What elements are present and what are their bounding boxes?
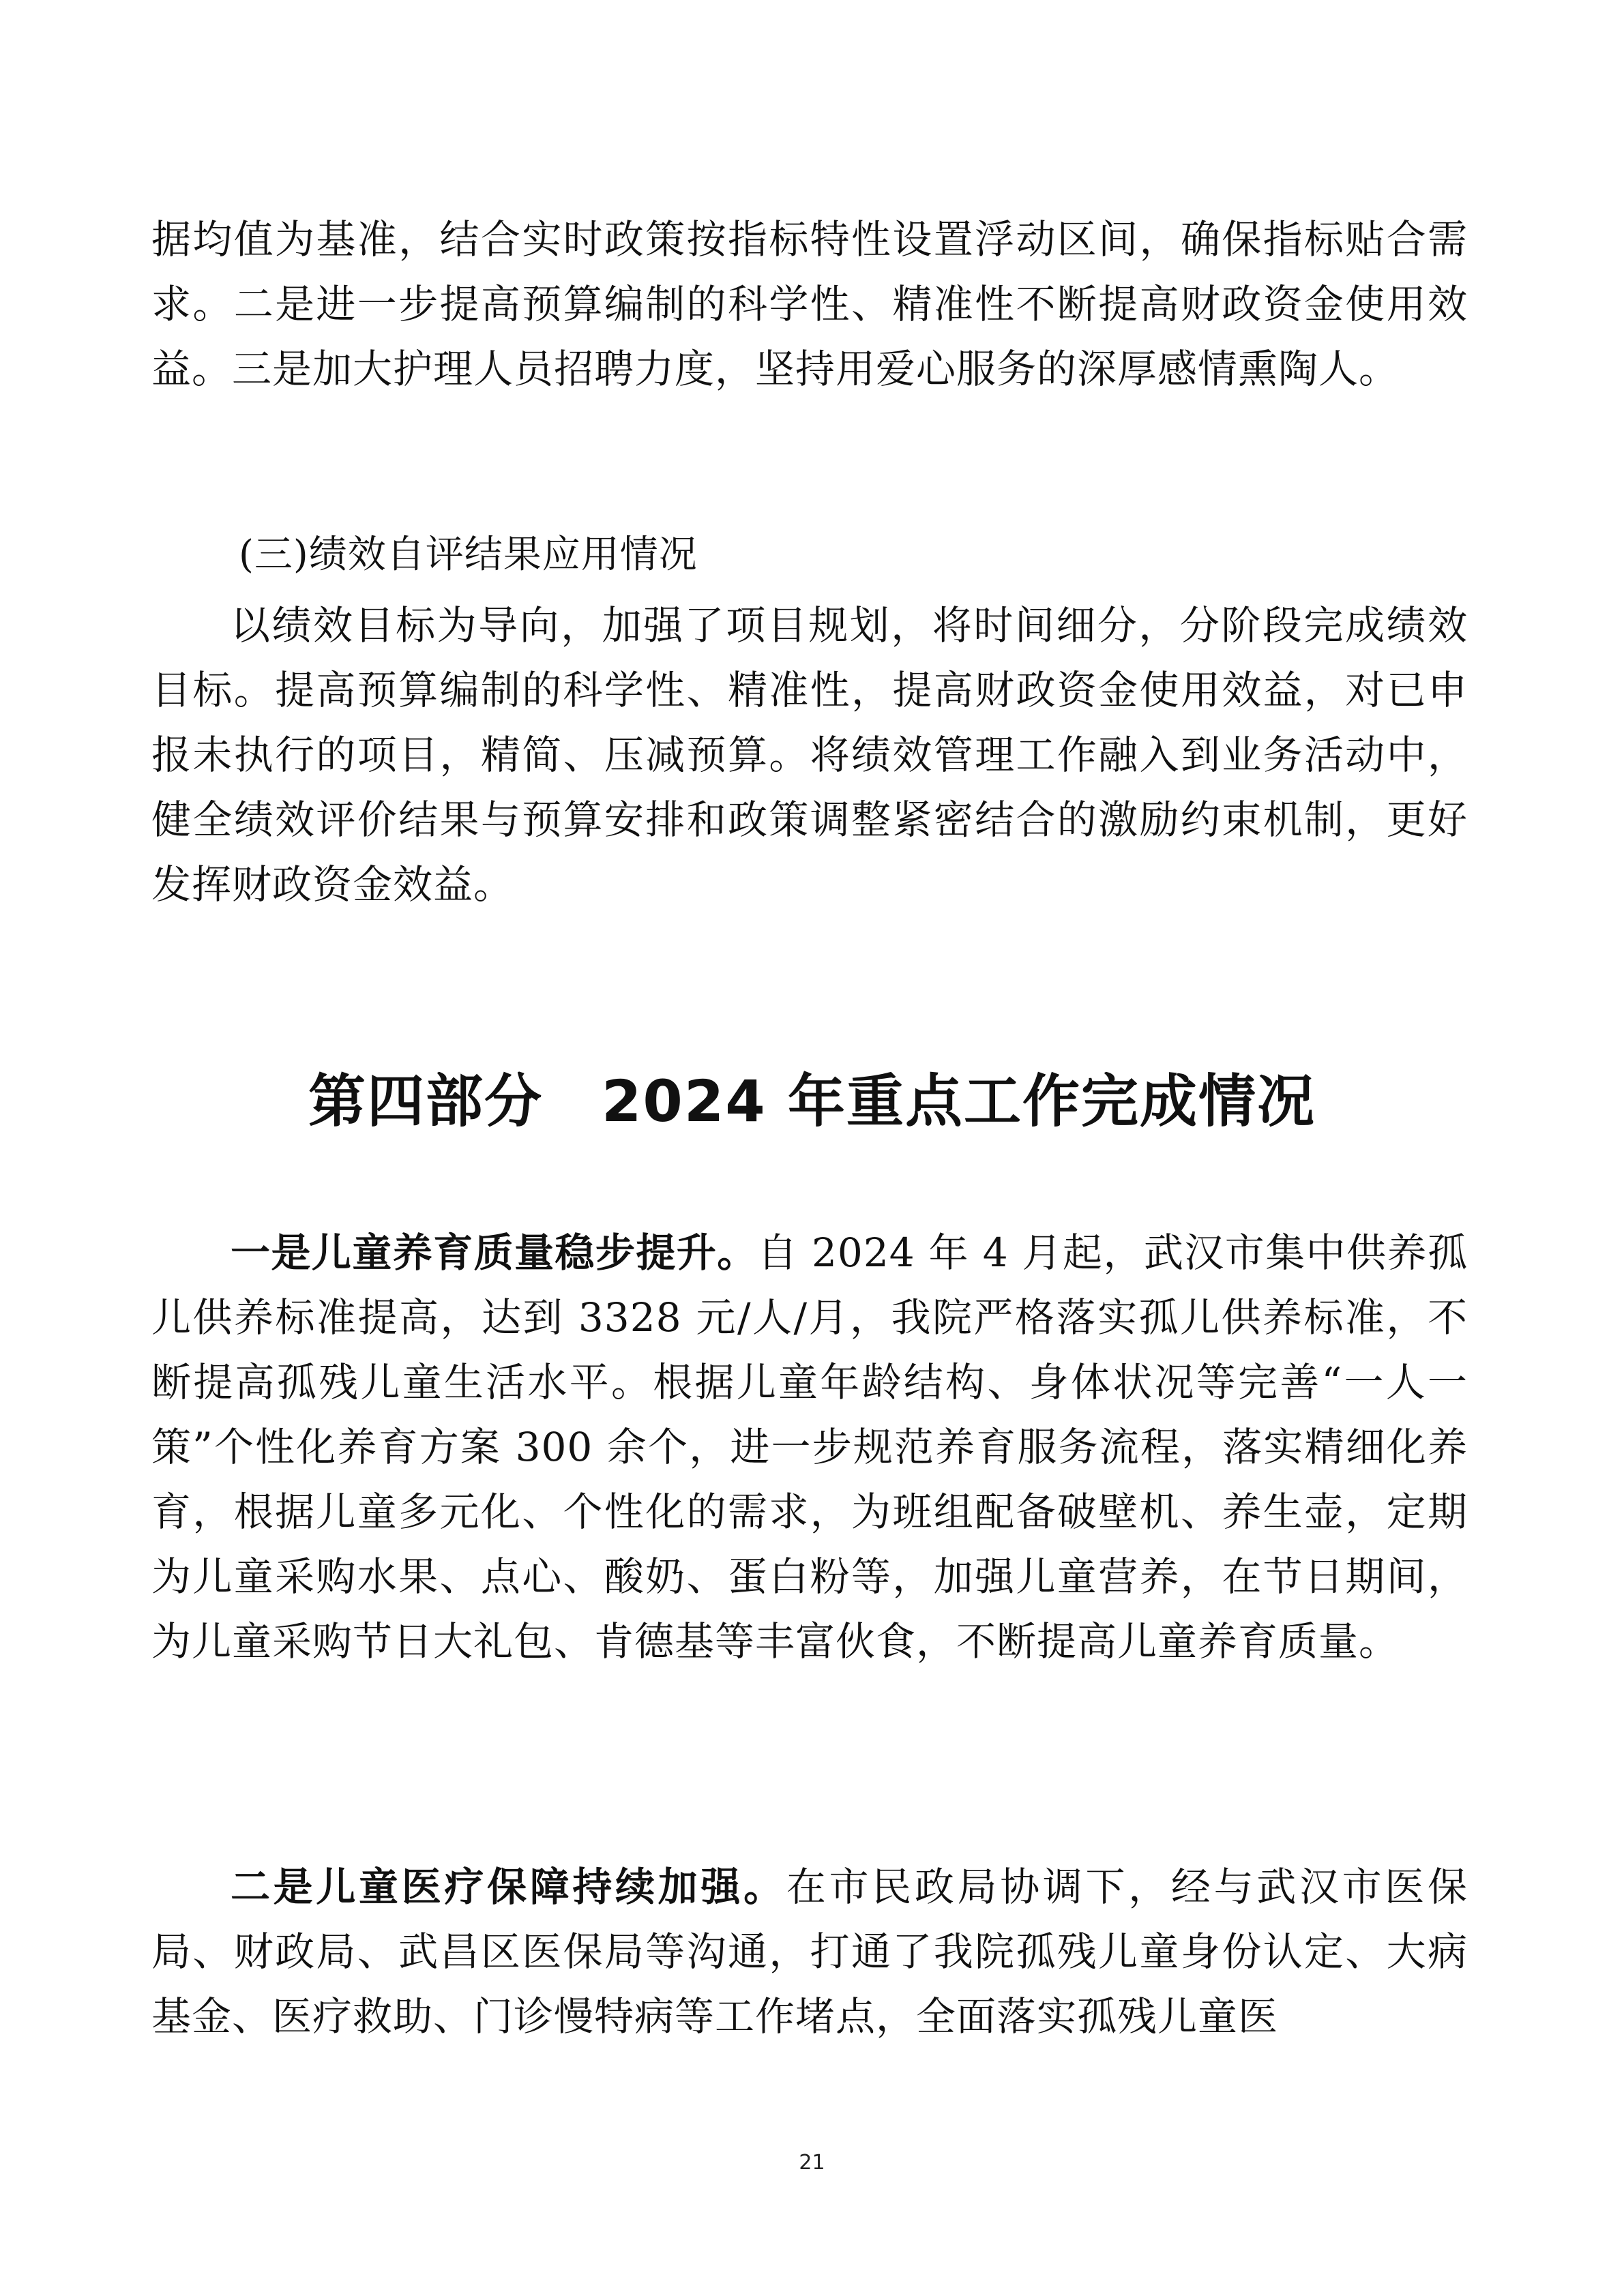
performance-paragraph: 以绩效目标为导向，加强了项目规划，将时间细分，分阶段完成绩效目标。提高预算编制的科学性、精准性，提高财政资金使用效益，对已申报未执行的项目，精简、压减预算。将绩效管理工作融入到业务活动中，健全绩效评价结果与预算安排和政策调整紧密结合的激励约束机制，更好发挥财政资金效益。	[151, 602, 1468, 908]
item-two-paragraph	[151, 1855, 1468, 2049]
item-one-lead: 一是儿童养育质量稳步提升。	[231, 1229, 758, 1276]
section-title: 第四部分 2024 年重点工作完成情况	[308, 1068, 1316, 1135]
item-one-paragraph	[151, 1221, 1468, 1674]
item-one-body: 自 2024 年 4 月起，武汉市集中供养孤儿供养标准提高，达到 3328 元/人/月，我院严格落实孤儿供养标准，不断提高孤残儿童生活水平。根据儿童年龄结构、身体状况等完善“一人一策”个性化养育方案 300 余个，进一步规范养育服务流程，落实精细化养育，根据儿童多元化、个性化的需求，为班组配备破壁机、养生壶，定期为儿童采购水果、点心、酸奶、蛋白粉等，加强儿童营养，在节日期间，为儿童采购节日大礼包、肯德基等丰富伙食，不断提高儿童养育质量。	[151, 1229, 1468, 1665]
continuation-paragraph: 据均值为基准，结合实时政策按指标特性设置浮动区间，确保指标贴合需求。二是进一步提高预算编制的科学性、精准性不断提高财政资金使用效益。三是加大护理人员招聘力度，坚持用爱心服务的深厚感情熏陶人。	[151, 216, 1468, 392]
sub-heading-performance-application: (三)绩效自评结果应用情况	[239, 533, 698, 577]
item-two-lead: 二是儿童医疗保障持续加强。	[231, 1864, 786, 1910]
item-two-body: 在市民政局协调下，经与武汉市医保局、财政局、武昌区医保局等沟通，打通了我院孤残儿童身份认定、大病基金、医疗救助、门诊慢特病等工作堵点，全面落实孤残儿童医	[151, 1864, 1468, 2040]
page-number: 21	[799, 2151, 825, 2175]
